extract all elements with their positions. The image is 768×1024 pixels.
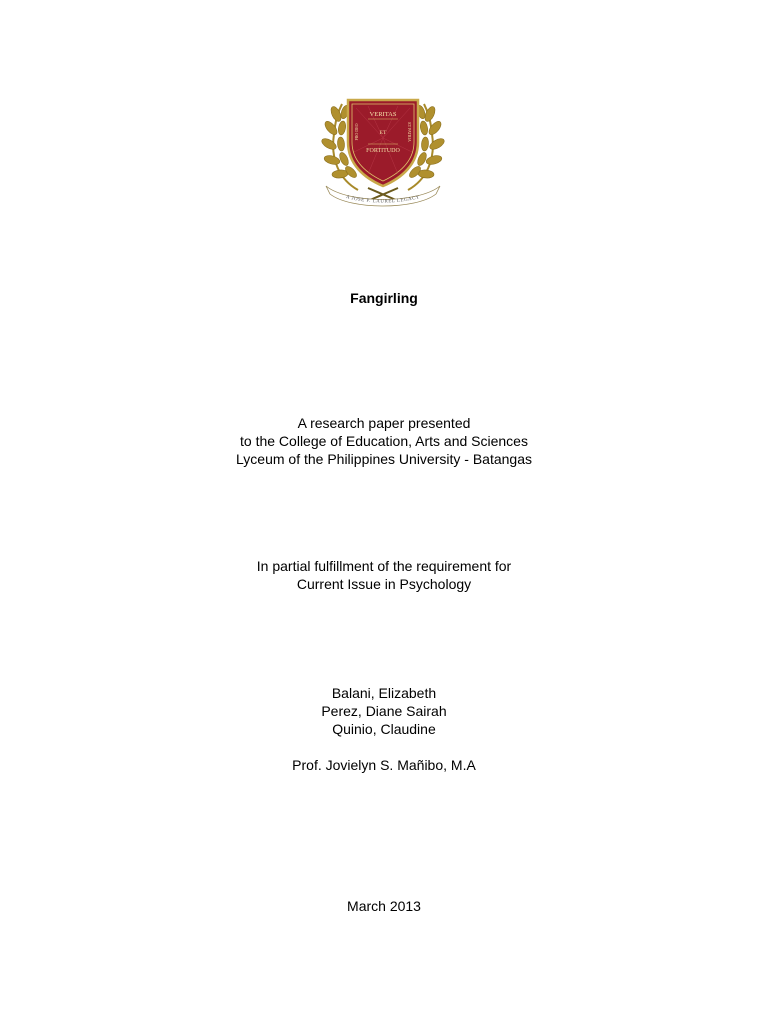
seal-ribbon-text: A JOSE P. LAUREL LEGACY [345, 195, 421, 205]
paper-title: Fangirling [350, 290, 418, 306]
adviser-name: Prof. Jovielyn S. Mañibo, M.A [292, 757, 476, 773]
fulfillment-line: Current Issue in Psychology [296, 576, 472, 592]
presentation-line: A research paper presented [297, 415, 471, 431]
submission-date: March 2013 [347, 898, 421, 914]
presentation-line: Lyceum of the Philippines University - Batangas [236, 451, 532, 467]
seal-side-right: ET PATRIA [407, 122, 412, 142]
university-seal-logo [318, 92, 448, 212]
author-name: Perez, Diane Sairah [321, 703, 447, 719]
seal-motto-mid: ET [379, 130, 387, 136]
author-name: Quinio, Claudine [332, 721, 436, 737]
seal-motto-bottom: FORTITUDO [366, 148, 400, 154]
author-name: Balani, Elizabeth [331, 685, 437, 701]
seal-motto-top: VERITAS [369, 111, 397, 118]
seal-side-left: PRO DEO [354, 123, 359, 141]
fulfillment-line: In partial fulfillment of the requirement for [256, 558, 512, 574]
presentation-line: to the College of Education, Arts and Sciences [240, 433, 528, 449]
